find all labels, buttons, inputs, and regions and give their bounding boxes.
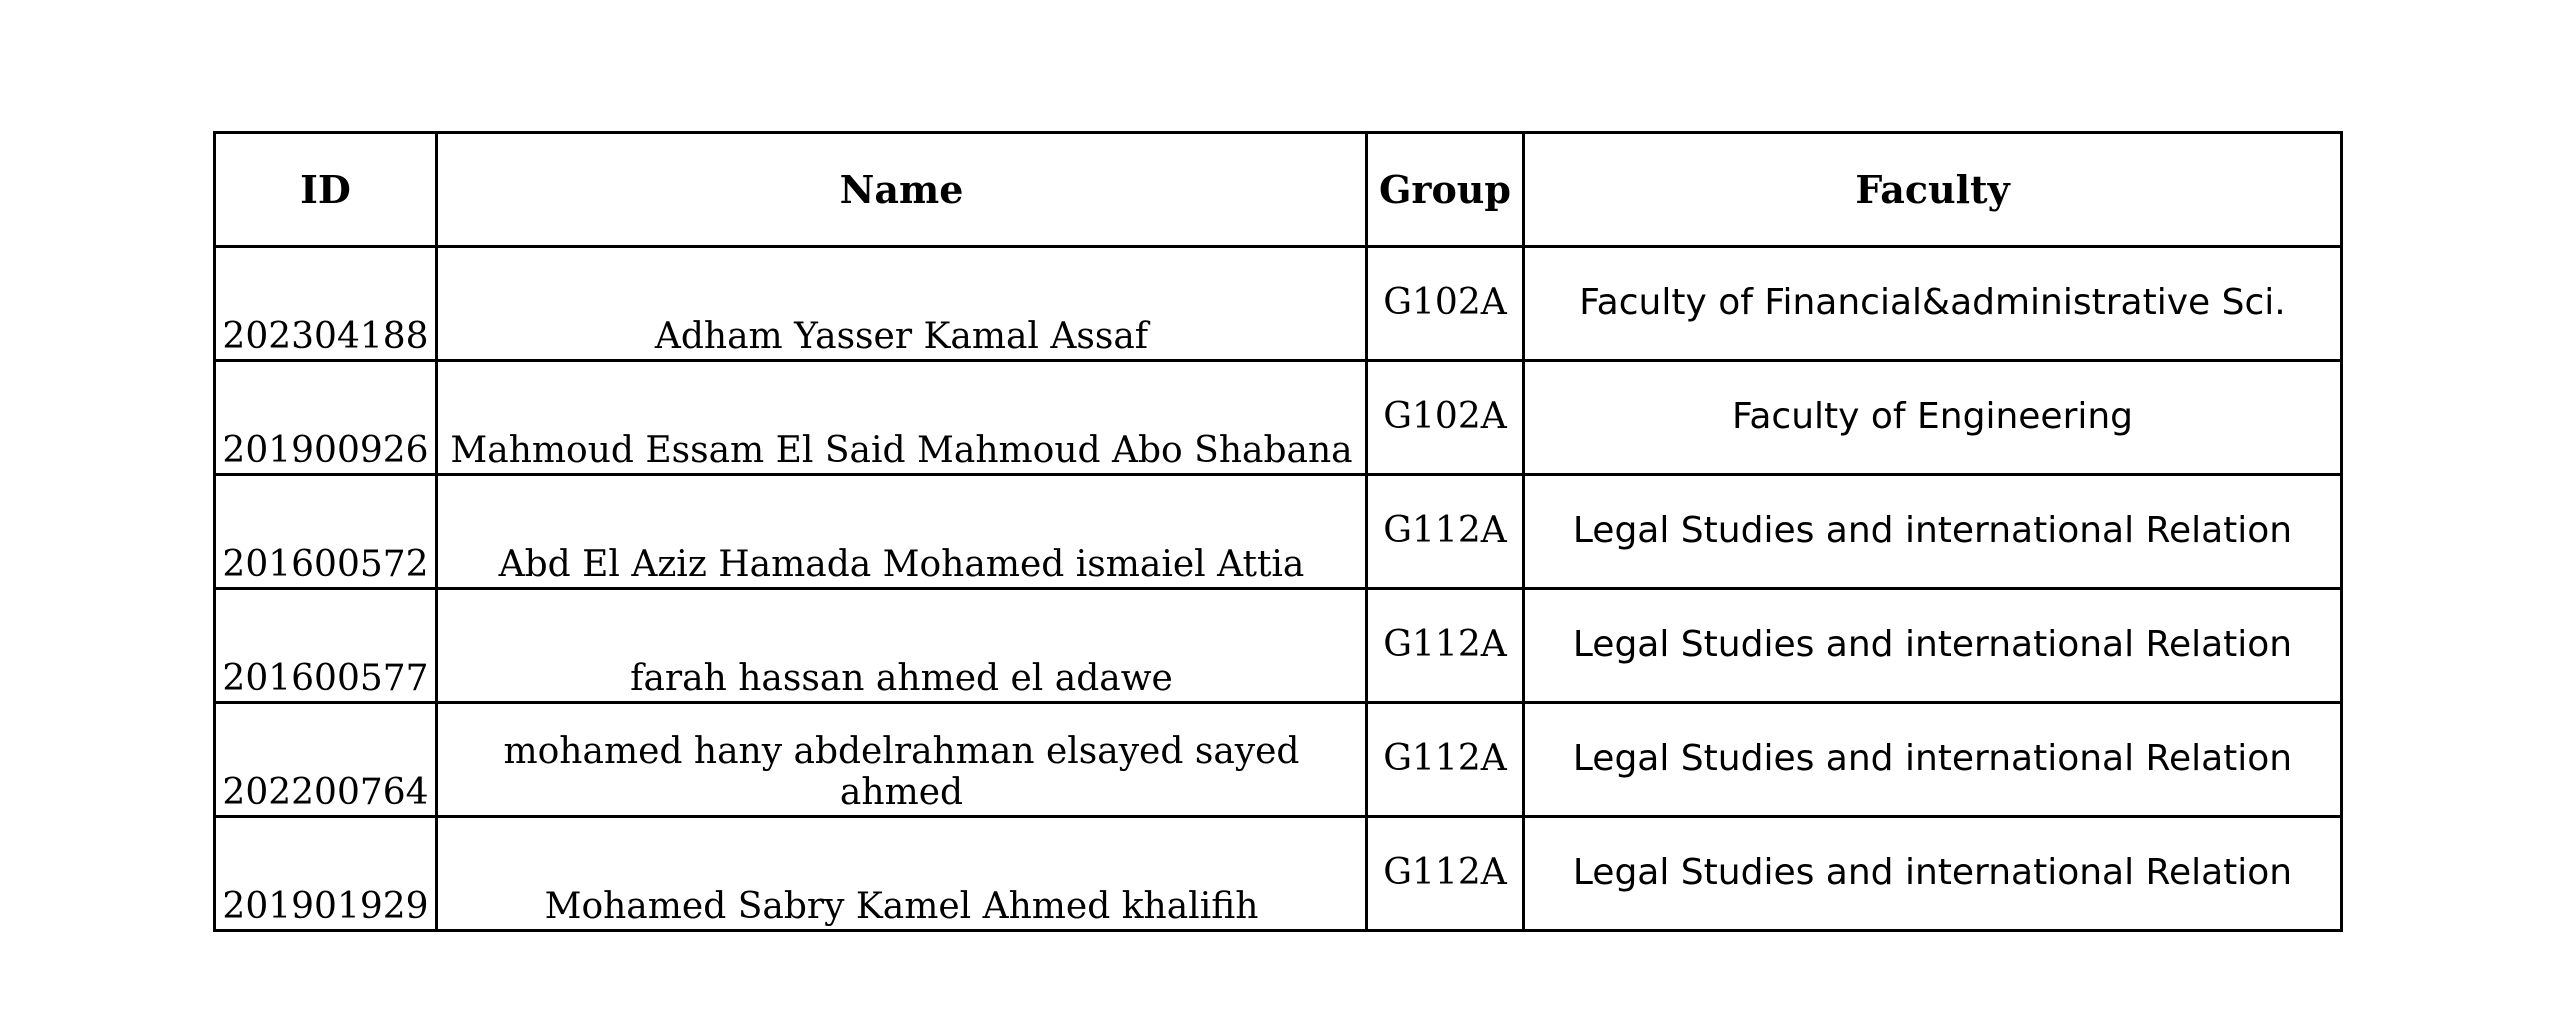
table-row	[215, 361, 2342, 475]
id-cell: 201600572	[215, 475, 437, 589]
id-cell: 201600577	[215, 589, 437, 703]
name-cell: mohamed hany abdelrahman elsayed sayed ahmed	[437, 703, 1367, 817]
group-cell: G102A	[1367, 247, 1524, 361]
table-row	[215, 475, 2342, 589]
table-row	[215, 703, 2342, 817]
name-cell: Adham Yasser Kamal Assaf	[437, 247, 1367, 361]
faculty-cell: Legal Studies and international Relation	[1524, 589, 2342, 703]
column-header-faculty: Faculty	[1524, 133, 2342, 247]
table-row	[215, 589, 2342, 703]
faculty-cell: Legal Studies and international Relation	[1524, 817, 2342, 931]
faculty-cell: Legal Studies and international Relation	[1524, 703, 2342, 817]
faculty-cell: Faculty of Financial&administrative Sci.	[1524, 247, 2342, 361]
column-header-id: ID	[215, 133, 437, 247]
group-cell: G112A	[1367, 703, 1524, 817]
name-cell: Mohamed Sabry Kamel Ahmed khalifih	[437, 817, 1367, 931]
table-body	[215, 247, 2342, 931]
table-header	[215, 133, 2342, 247]
column-header-group: Group	[1367, 133, 1524, 247]
group-cell: G112A	[1367, 589, 1524, 703]
group-cell: G102A	[1367, 361, 1524, 475]
id-cell: 202200764	[215, 703, 437, 817]
name-cell: Mahmoud Essam El Said Mahmoud Abo Shabana	[437, 361, 1367, 475]
group-cell: G112A	[1367, 475, 1524, 589]
table-row	[215, 247, 2342, 361]
group-cell: G112A	[1367, 817, 1524, 931]
students-table	[213, 131, 2343, 932]
id-cell: 202304188	[215, 247, 437, 361]
header-row	[215, 133, 2342, 247]
id-cell: 201901929	[215, 817, 437, 931]
faculty-cell: Legal Studies and international Relation	[1524, 475, 2342, 589]
name-cell: Abd El Aziz Hamada Mohamed ismaiel Attia	[437, 475, 1367, 589]
name-cell: farah hassan ahmed el adawe	[437, 589, 1367, 703]
column-header-name: Name	[437, 133, 1367, 247]
students-table-container	[213, 131, 2340, 932]
faculty-cell: Faculty of Engineering	[1524, 361, 2342, 475]
id-cell: 201900926	[215, 361, 437, 475]
table-row	[215, 817, 2342, 931]
